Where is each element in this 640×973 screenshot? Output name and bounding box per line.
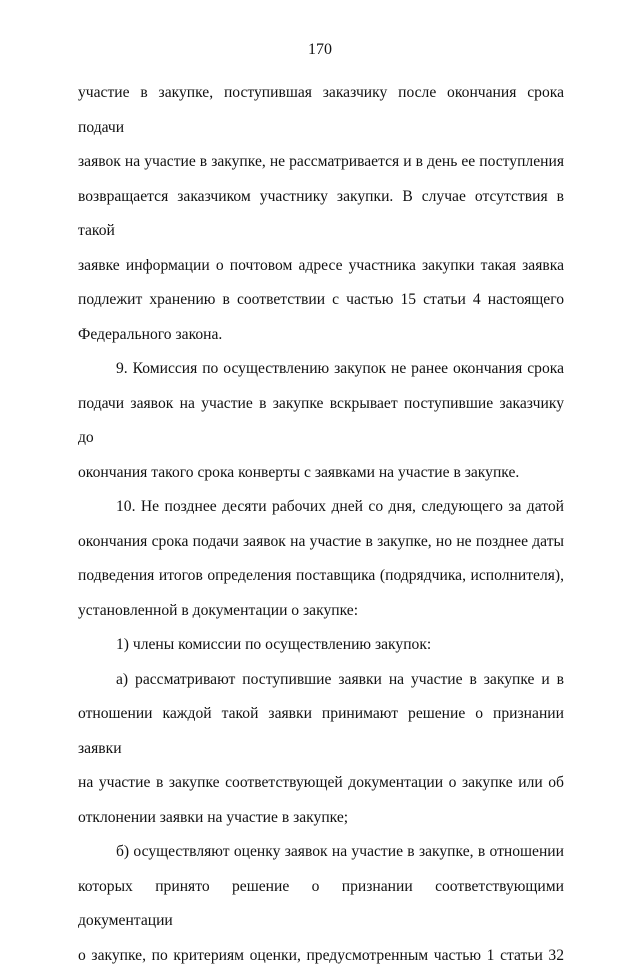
paragraph-subitem-1 — [78, 628, 564, 663]
text-line: возвращается заказчиком участнику закупки. В случае отсутствия в такой — [78, 180, 564, 249]
text-line: окончания срока подачи заявок на участие в закупке, но не позднее даты — [78, 525, 564, 560]
text-line: а) рассматривают поступившие заявки на участие в закупке и в — [78, 663, 564, 698]
text-line: подачи заявок на участие в закупке вскрывает поступившие заказчику до — [78, 387, 564, 456]
paragraph-subitem-b — [78, 835, 564, 973]
text-line: заявке информации о почтовом адресе участника закупки такая заявка — [78, 249, 564, 284]
paragraph-subitem-a — [78, 663, 564, 836]
page-number: 170 — [0, 40, 640, 60]
text-line: 9. Комиссия по осуществлению закупок не ранее окончания срока — [78, 352, 564, 387]
text-line: отношении каждой такой заявки принимают решение о признании заявки — [78, 697, 564, 766]
text-line: Федерального закона. — [78, 318, 564, 353]
paragraph-continuation — [78, 76, 564, 352]
text-line: 10. Не позднее десяти рабочих дней со дня, следующего за датой — [78, 490, 564, 525]
text-line: о закупке, по критериям оценки, предусмотренным частью 1 статьи 32 — [78, 939, 564, 973]
document-body — [78, 76, 564, 973]
text-line: подведения итогов определения поставщика (подрядчика, исполнителя), — [78, 559, 564, 594]
text-line: подлежит хранению в соответствии с частью 15 статьи 4 настоящего — [78, 283, 564, 318]
text-line: б) осуществляют оценку заявок на участие в закупке, в отношении — [78, 835, 564, 870]
text-line: на участие в закупке соответствующей документации о закупке или об — [78, 766, 564, 801]
text-line: 1) члены комиссии по осуществлению закупок: — [78, 628, 564, 663]
text-line: отклонении заявки на участие в закупке; — [78, 801, 564, 836]
paragraph-item-9 — [78, 352, 564, 490]
text-line: участие в закупке, поступившая заказчику после окончания срока подачи — [78, 76, 564, 145]
paragraph-item-10 — [78, 490, 564, 628]
text-line: окончания такого срока конверты с заявками на участие в закупке. — [78, 456, 564, 491]
text-line: которых принято решение о признании соответствующими документации — [78, 870, 564, 939]
text-line: установленной в документации о закупке: — [78, 594, 564, 629]
text-line: заявок на участие в закупке, не рассматривается и в день ее поступления — [78, 145, 564, 180]
